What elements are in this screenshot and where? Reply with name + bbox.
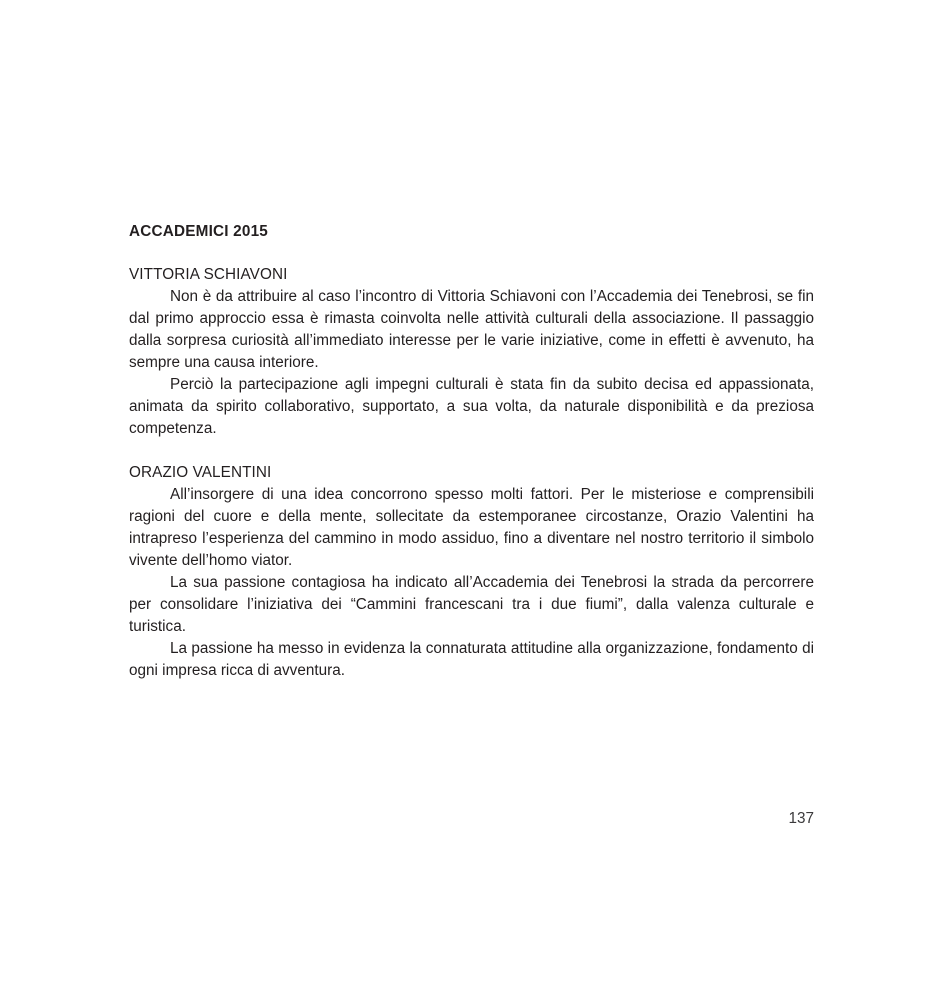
entry-name-vittoria-schiavoni: VITTORIA SCHIAVONI bbox=[129, 266, 288, 283]
page-number: 137 bbox=[788, 810, 814, 827]
text-column bbox=[129, 221, 814, 682]
entry-name-orazio-valentini: ORAZIO VALENTINI bbox=[129, 464, 272, 481]
entry-paragraph: La sua passione contagiosa ha indicato all’Accademia dei Tenebrosi la strada da percorrere per consolidare l’iniziativa dei “Cammini francescani tra i due fiumi”, dalla valenza culturale e turistica. bbox=[129, 574, 814, 635]
entry-paragraph: Non è da attribuire al caso l’incontro di Vittoria Schiavoni con l’Accademia dei Tenebrosi, se fin dal primo approccio essa è rimasta coinvolta nelle attività culturali della associazione. Il passaggio dalla sorpresa curiosità all’immediato interesse per le varie iniziative, come in effetti è avvenuto, ha sempre una causa interiore. bbox=[129, 288, 814, 371]
page-title: ACCADEMICI 2015 bbox=[129, 223, 269, 240]
spacer bbox=[129, 440, 814, 462]
entry-paragraph: Perciò la partecipazione agli impegni culturali è stata fin da subito decisa ed appassionata, animata da spirito collaborativo, supportato, a sua volta, da naturale disponibilità e da preziosa competenza. bbox=[129, 376, 814, 437]
entry-paragraph: La passione ha messo in evidenza la connaturata attitudine alla organizzazione, fondamento di ogni impresa ricca di avventura. bbox=[129, 640, 814, 679]
entry-paragraph: All’insorgere di una idea concorrono spesso molti fattori. Per le misteriose e comprensibili ragioni del cuore e della mente, sollecitate da estemporanee circostanze, Orazio Valentini ha intrapreso l’esperienza del cammino in modo assiduo, fino a diventare nel nostro territorio il simbolo vivente dell’homo viator. bbox=[129, 486, 814, 569]
spacer bbox=[129, 243, 814, 264]
